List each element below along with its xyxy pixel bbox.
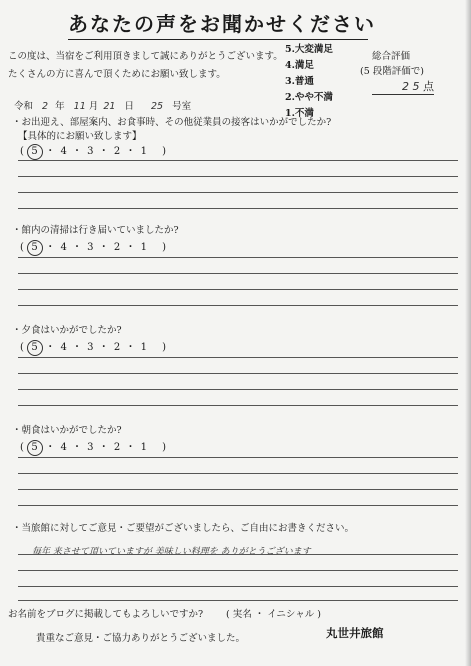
scale-item-5: 5.大変満足 bbox=[285, 44, 333, 55]
form-title: あなたの声をお聞かせください bbox=[68, 8, 368, 40]
scale-item-4: 4.満足 bbox=[285, 60, 314, 71]
answer-line bbox=[18, 192, 458, 193]
paren-close: ) bbox=[162, 242, 168, 253]
answer-line bbox=[18, 176, 458, 177]
scan-edge-shadow bbox=[465, 0, 471, 666]
scale-item-2: 2.やや不満 bbox=[285, 92, 333, 103]
question-4-text: ・朝食はいかがでしたか? bbox=[12, 425, 122, 436]
selected-rating: 5 bbox=[27, 240, 43, 256]
answer-line bbox=[18, 357, 458, 358]
question-2-text: ・館内の清掃は行き届いていましたか? bbox=[12, 225, 179, 236]
intro-line-1: この度は、当宿をご利用頂きまして誠にありがとうございます。 bbox=[8, 51, 283, 62]
selected-rating: 5 bbox=[27, 340, 43, 356]
day-value: 21 bbox=[103, 101, 116, 112]
selected-rating: 5 bbox=[27, 144, 43, 160]
day-unit: 日 bbox=[124, 101, 134, 112]
era-label: 令和 bbox=[14, 101, 34, 112]
year-unit: 年 bbox=[55, 101, 65, 112]
inn-name: 丸世井旅館 bbox=[326, 626, 384, 640]
other-ratings: ・ 4 ・ 3 ・ 2 ・ 1 bbox=[45, 242, 148, 253]
answer-line bbox=[18, 389, 458, 390]
answer-line bbox=[18, 457, 458, 458]
thanks-text: 貴重なご意見・ご協力ありがとうございました。 bbox=[36, 633, 246, 644]
selected-rating: 5 bbox=[27, 440, 43, 456]
paren-open: ( bbox=[20, 242, 25, 253]
answer-line bbox=[18, 160, 458, 161]
year-value: 2 bbox=[42, 101, 49, 112]
blog-options: ( 実名 ・ イニシャル ) bbox=[226, 609, 321, 620]
blog-question: お名前をブログに掲載してもよろしいですか? bbox=[8, 609, 204, 620]
overall-label: 総合評価 bbox=[372, 51, 411, 62]
overall-sub: (5 段階評価で) bbox=[360, 66, 424, 77]
question-2-rating bbox=[20, 238, 167, 256]
overall-score: 2 5 bbox=[402, 80, 420, 93]
other-ratings: ・ 4 ・ 3 ・ 2 ・ 1 bbox=[45, 442, 148, 453]
answer-line bbox=[18, 554, 458, 555]
date-line bbox=[14, 98, 191, 112]
answer-line bbox=[18, 257, 458, 258]
paren-close: ) bbox=[162, 442, 168, 453]
scale-item-1: 1.不満 bbox=[285, 108, 314, 119]
paren-close: ) bbox=[162, 342, 168, 353]
answer-line bbox=[18, 373, 458, 374]
question-3-text: ・夕食はいかがでしたか? bbox=[12, 325, 122, 336]
question-1-rating bbox=[20, 142, 167, 160]
answer-line bbox=[18, 473, 458, 474]
question-4-rating bbox=[20, 438, 167, 456]
answer-line bbox=[18, 489, 458, 490]
question-1-text: ・お出迎え、部屋案内、お食事時、その他従業員の接客はいかがでしたか? bbox=[12, 117, 332, 128]
answer-line bbox=[18, 305, 458, 306]
paren-open: ( bbox=[20, 442, 25, 453]
paren-open: ( bbox=[20, 342, 25, 353]
answer-line bbox=[18, 570, 458, 571]
intro-line-2: たくさんの方に喜んで頂くためにお願い致します。 bbox=[8, 69, 226, 80]
paren-close: ) bbox=[162, 146, 168, 157]
question-3-rating bbox=[20, 338, 167, 356]
answer-line bbox=[18, 586, 458, 587]
overall-unit: 点 bbox=[423, 80, 434, 93]
other-ratings: ・ 4 ・ 3 ・ 2 ・ 1 bbox=[45, 146, 148, 157]
overall-score-line bbox=[372, 78, 434, 95]
scale-item-3: 3.普通 bbox=[285, 76, 314, 87]
comments-handwritten: 毎年 来させて頂いていますが 美味しい料理を ありがとうございます bbox=[32, 547, 311, 557]
other-ratings: ・ 4 ・ 3 ・ 2 ・ 1 bbox=[45, 342, 148, 353]
answer-line bbox=[18, 273, 458, 274]
answer-line bbox=[18, 289, 458, 290]
month-value: 11 bbox=[73, 101, 86, 112]
answer-line bbox=[18, 600, 458, 601]
answer-line bbox=[18, 208, 458, 209]
answer-line bbox=[18, 405, 458, 406]
month-unit: 月 bbox=[88, 101, 99, 112]
room-value: 25 bbox=[151, 101, 164, 112]
question-1-note: 【具体的にお願い致します】 bbox=[18, 131, 142, 142]
paren-open: ( bbox=[20, 146, 25, 157]
answer-line bbox=[18, 505, 458, 506]
comments-prompt: ・当旅館に対してご意見・ご要望がございましたら、ご自由にお書きください。 bbox=[12, 523, 355, 534]
room-unit: 号室 bbox=[172, 101, 192, 112]
